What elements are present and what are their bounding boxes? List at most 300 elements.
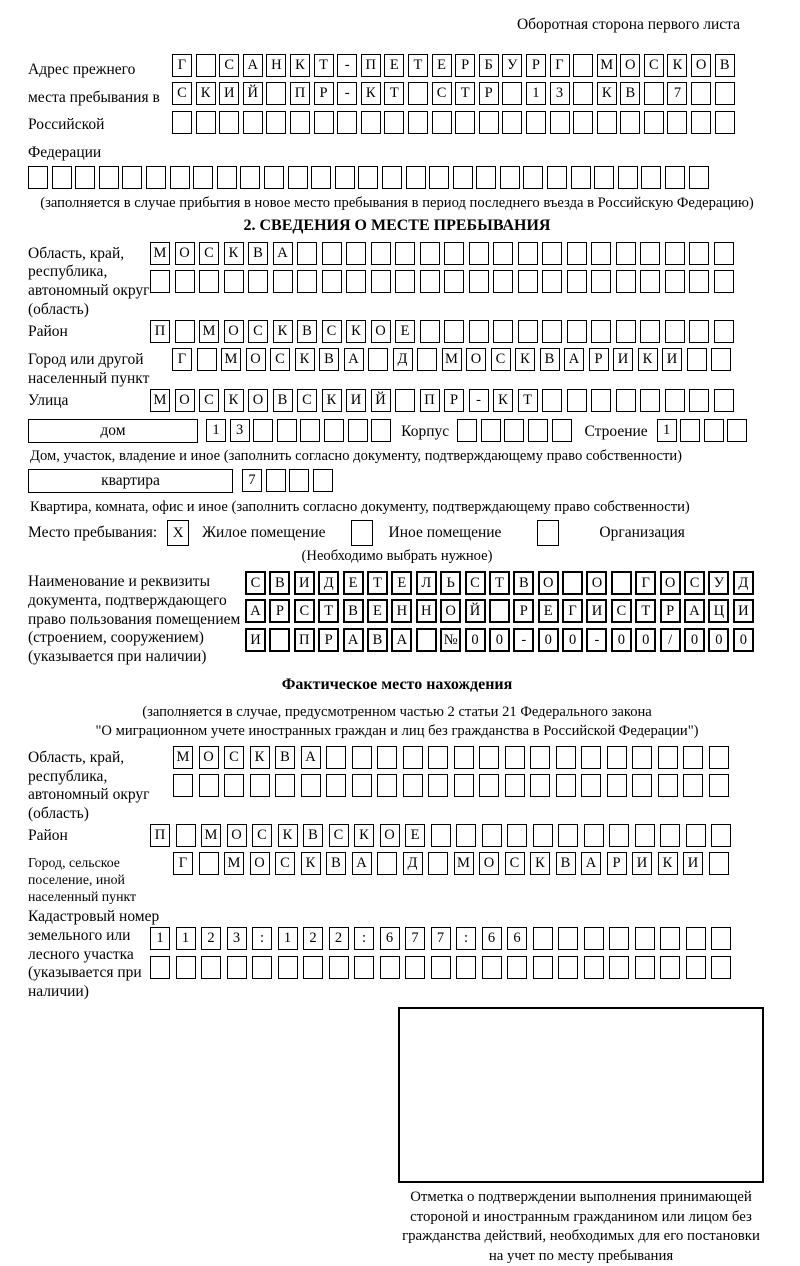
- char-box[interactable]: 0: [733, 628, 754, 652]
- char-box[interactable]: [616, 320, 636, 343]
- char-box[interactable]: Д: [318, 571, 339, 595]
- char-box[interactable]: [609, 927, 629, 950]
- char-box[interactable]: [380, 956, 400, 979]
- char-box[interactable]: [704, 419, 724, 442]
- prev-address-row-1[interactable]: [172, 54, 735, 79]
- char-box[interactable]: [687, 348, 707, 371]
- char-box[interactable]: Т: [408, 54, 428, 77]
- char-box[interactable]: [665, 270, 685, 293]
- char-box[interactable]: А: [243, 54, 263, 77]
- char-box[interactable]: Е: [405, 824, 425, 847]
- char-box[interactable]: 0: [611, 628, 632, 652]
- char-box[interactable]: Т: [518, 389, 538, 412]
- prev-address-row-4[interactable]: [28, 166, 766, 191]
- char-box[interactable]: К: [515, 348, 535, 371]
- char-box[interactable]: Р: [455, 54, 475, 77]
- char-box[interactable]: [550, 111, 570, 134]
- char-box[interactable]: [352, 774, 372, 797]
- char-box[interactable]: [311, 166, 331, 189]
- char-box[interactable]: :: [354, 927, 374, 950]
- char-box[interactable]: [322, 270, 342, 293]
- char-box[interactable]: [644, 82, 664, 105]
- char-box[interactable]: [199, 270, 219, 293]
- char-box[interactable]: [530, 774, 550, 797]
- char-box[interactable]: [431, 956, 451, 979]
- char-box[interactable]: О: [224, 320, 244, 343]
- char-box[interactable]: [382, 166, 402, 189]
- char-box[interactable]: [667, 111, 687, 134]
- char-box[interactable]: [469, 320, 489, 343]
- char-box[interactable]: 7: [431, 927, 451, 950]
- char-box[interactable]: [444, 242, 464, 265]
- char-box[interactable]: [313, 469, 333, 492]
- char-box[interactable]: К: [354, 824, 374, 847]
- char-box[interactable]: [530, 746, 550, 769]
- al-district-boxes[interactable]: [150, 824, 731, 849]
- char-box[interactable]: [288, 166, 308, 189]
- char-box[interactable]: [714, 270, 734, 293]
- char-box[interactable]: [523, 166, 543, 189]
- char-box[interactable]: А: [581, 852, 601, 875]
- char-box[interactable]: [196, 54, 216, 77]
- char-box[interactable]: Й: [371, 389, 391, 412]
- char-box[interactable]: С: [684, 571, 705, 595]
- city-boxes[interactable]: [172, 348, 731, 373]
- char-box[interactable]: М: [442, 348, 462, 371]
- char-box[interactable]: -: [337, 54, 357, 77]
- char-box[interactable]: В: [297, 320, 317, 343]
- char-box[interactable]: [571, 166, 591, 189]
- char-box[interactable]: 1: [278, 927, 298, 950]
- char-box[interactable]: Р: [444, 389, 464, 412]
- char-box[interactable]: Г: [635, 571, 656, 595]
- char-box[interactable]: О: [660, 571, 681, 595]
- char-box[interactable]: /: [660, 628, 681, 652]
- char-box[interactable]: [431, 824, 451, 847]
- char-box[interactable]: [75, 166, 95, 189]
- char-box[interactable]: С: [252, 824, 272, 847]
- char-box[interactable]: [196, 111, 216, 134]
- char-box[interactable]: [227, 956, 247, 979]
- char-box[interactable]: Е: [538, 599, 559, 623]
- char-box[interactable]: [567, 320, 587, 343]
- char-box[interactable]: Р: [269, 599, 290, 623]
- char-box[interactable]: [289, 469, 309, 492]
- char-box[interactable]: М: [221, 348, 241, 371]
- char-box[interactable]: [170, 166, 190, 189]
- char-box[interactable]: Г: [173, 852, 193, 875]
- char-box[interactable]: [556, 774, 576, 797]
- char-box[interactable]: [406, 166, 426, 189]
- char-box[interactable]: М: [454, 852, 474, 875]
- char-box[interactable]: К: [638, 348, 658, 371]
- char-box[interactable]: С: [505, 852, 525, 875]
- char-box[interactable]: [243, 111, 263, 134]
- char-box[interactable]: А: [273, 242, 293, 265]
- char-box[interactable]: Д: [403, 852, 423, 875]
- char-box[interactable]: У: [502, 54, 522, 77]
- char-box[interactable]: Д: [733, 571, 754, 595]
- char-box[interactable]: Т: [455, 82, 475, 105]
- char-box[interactable]: 0: [538, 628, 559, 652]
- char-box[interactable]: [199, 852, 219, 875]
- char-box[interactable]: [314, 111, 334, 134]
- char-box[interactable]: С: [294, 599, 315, 623]
- char-box[interactable]: Г: [550, 54, 570, 77]
- char-box[interactable]: В: [319, 348, 339, 371]
- char-box[interactable]: Е: [432, 54, 452, 77]
- char-box[interactable]: [384, 111, 404, 134]
- char-box[interactable]: [542, 320, 562, 343]
- char-box[interactable]: [714, 242, 734, 265]
- char-box[interactable]: Г: [562, 599, 583, 623]
- char-box[interactable]: [727, 419, 747, 442]
- char-box[interactable]: [368, 348, 388, 371]
- char-box[interactable]: И: [219, 82, 239, 105]
- char-box[interactable]: Й: [243, 82, 263, 105]
- char-box[interactable]: 0: [684, 628, 705, 652]
- char-box[interactable]: [518, 320, 538, 343]
- char-box[interactable]: [683, 774, 703, 797]
- char-box[interactable]: [250, 774, 270, 797]
- char-box[interactable]: [337, 111, 357, 134]
- char-box[interactable]: Р: [318, 628, 339, 652]
- char-box[interactable]: П: [361, 54, 381, 77]
- char-box[interactable]: [584, 927, 604, 950]
- char-box[interactable]: В: [269, 571, 290, 595]
- char-box[interactable]: [658, 746, 678, 769]
- char-box[interactable]: [122, 166, 142, 189]
- char-box[interactable]: [150, 956, 170, 979]
- char-box[interactable]: 3: [227, 927, 247, 950]
- char-box[interactable]: К: [278, 824, 298, 847]
- char-box[interactable]: О: [466, 348, 486, 371]
- document-row-1[interactable]: [245, 571, 754, 596]
- char-box[interactable]: [660, 824, 680, 847]
- char-box[interactable]: [322, 242, 342, 265]
- char-box[interactable]: [269, 628, 290, 652]
- char-box[interactable]: О: [380, 824, 400, 847]
- char-box[interactable]: [665, 242, 685, 265]
- char-box[interactable]: [224, 774, 244, 797]
- char-box[interactable]: [300, 419, 320, 442]
- apartment-number-boxes[interactable]: [242, 469, 333, 494]
- char-box[interactable]: [518, 270, 538, 293]
- char-box[interactable]: В: [343, 599, 364, 623]
- checkbox-organization[interactable]: [537, 520, 559, 546]
- char-box[interactable]: [616, 242, 636, 265]
- char-box[interactable]: Н: [266, 54, 286, 77]
- char-box[interactable]: С: [491, 348, 511, 371]
- char-box[interactable]: Р: [607, 852, 627, 875]
- char-box[interactable]: 1: [150, 927, 170, 950]
- char-box[interactable]: М: [201, 824, 221, 847]
- char-box[interactable]: 0: [635, 628, 656, 652]
- char-box[interactable]: П: [294, 628, 315, 652]
- char-box[interactable]: [640, 242, 660, 265]
- char-box[interactable]: [176, 956, 196, 979]
- char-box[interactable]: [689, 242, 709, 265]
- char-box[interactable]: [581, 774, 601, 797]
- char-box[interactable]: Т: [314, 54, 334, 77]
- char-box[interactable]: 1: [657, 419, 677, 442]
- char-box[interactable]: [197, 348, 217, 371]
- char-box[interactable]: И: [683, 852, 703, 875]
- char-box[interactable]: [500, 166, 520, 189]
- char-box[interactable]: А: [245, 599, 266, 623]
- char-box[interactable]: С: [199, 242, 219, 265]
- char-box[interactable]: [609, 824, 629, 847]
- char-box[interactable]: [709, 852, 729, 875]
- char-box[interactable]: П: [420, 389, 440, 412]
- char-box[interactable]: [489, 599, 510, 623]
- char-box[interactable]: [297, 270, 317, 293]
- char-box[interactable]: [371, 419, 391, 442]
- char-box[interactable]: 2: [303, 927, 323, 950]
- char-box[interactable]: А: [684, 599, 705, 623]
- char-box[interactable]: [591, 320, 611, 343]
- char-box[interactable]: -: [513, 628, 534, 652]
- char-box[interactable]: О: [440, 599, 461, 623]
- char-box[interactable]: [641, 166, 661, 189]
- char-box[interactable]: О: [227, 824, 247, 847]
- char-box[interactable]: 0: [465, 628, 486, 652]
- char-box[interactable]: [395, 389, 415, 412]
- char-box[interactable]: В: [620, 82, 640, 105]
- char-box[interactable]: [556, 746, 576, 769]
- char-box[interactable]: П: [150, 320, 170, 343]
- char-box[interactable]: [709, 774, 729, 797]
- char-box[interactable]: И: [586, 599, 607, 623]
- char-box[interactable]: [253, 419, 273, 442]
- char-box[interactable]: О: [250, 852, 270, 875]
- char-box[interactable]: М: [597, 54, 617, 77]
- char-box[interactable]: -: [337, 82, 357, 105]
- char-box[interactable]: В: [715, 54, 735, 77]
- char-box[interactable]: 6: [507, 927, 527, 950]
- char-box[interactable]: [714, 389, 734, 412]
- char-box[interactable]: [597, 111, 617, 134]
- char-box[interactable]: О: [620, 54, 640, 77]
- char-box[interactable]: К: [224, 242, 244, 265]
- char-box[interactable]: [505, 746, 525, 769]
- char-box[interactable]: [715, 82, 735, 105]
- char-box[interactable]: [444, 270, 464, 293]
- char-box[interactable]: [428, 774, 448, 797]
- char-box[interactable]: [665, 166, 685, 189]
- char-box[interactable]: 3: [230, 419, 250, 442]
- region-row-2[interactable]: [150, 270, 734, 295]
- char-box[interactable]: [686, 956, 706, 979]
- char-box[interactable]: [479, 746, 499, 769]
- char-box[interactable]: М: [150, 242, 170, 265]
- char-box[interactable]: [644, 111, 664, 134]
- char-box[interactable]: [52, 166, 72, 189]
- char-box[interactable]: [711, 824, 731, 847]
- char-box[interactable]: [493, 242, 513, 265]
- char-box[interactable]: [691, 82, 711, 105]
- char-box[interactable]: В: [273, 389, 293, 412]
- char-box[interactable]: [457, 419, 477, 442]
- char-box[interactable]: В: [540, 348, 560, 371]
- char-box[interactable]: [219, 111, 239, 134]
- char-box[interactable]: С: [245, 571, 266, 595]
- char-box[interactable]: [505, 774, 525, 797]
- char-box[interactable]: [428, 746, 448, 769]
- char-box[interactable]: Е: [367, 599, 388, 623]
- char-box[interactable]: [481, 419, 501, 442]
- char-box[interactable]: 0: [489, 628, 510, 652]
- char-box[interactable]: И: [632, 852, 652, 875]
- char-box[interactable]: [689, 320, 709, 343]
- char-box[interactable]: Т: [489, 571, 510, 595]
- char-box[interactable]: [266, 111, 286, 134]
- char-box[interactable]: Р: [314, 82, 334, 105]
- char-box[interactable]: [482, 956, 502, 979]
- char-box[interactable]: [371, 242, 391, 265]
- char-box[interactable]: Р: [660, 599, 681, 623]
- char-box[interactable]: [573, 82, 593, 105]
- char-box[interactable]: [352, 746, 372, 769]
- char-box[interactable]: [217, 166, 237, 189]
- char-box[interactable]: Т: [635, 599, 656, 623]
- char-box[interactable]: [635, 824, 655, 847]
- char-box[interactable]: [504, 419, 524, 442]
- char-box[interactable]: [444, 320, 464, 343]
- char-box[interactable]: В: [367, 628, 388, 652]
- char-box[interactable]: [377, 746, 397, 769]
- char-box[interactable]: Й: [465, 599, 486, 623]
- char-box[interactable]: 1: [526, 82, 546, 105]
- char-box[interactable]: Р: [479, 82, 499, 105]
- char-box[interactable]: [640, 270, 660, 293]
- char-box[interactable]: 1: [206, 419, 226, 442]
- char-box[interactable]: [607, 746, 627, 769]
- char-box[interactable]: [533, 956, 553, 979]
- char-box[interactable]: С: [219, 54, 239, 77]
- char-box[interactable]: [278, 956, 298, 979]
- char-box[interactable]: [456, 824, 476, 847]
- stroenie-boxes[interactable]: [657, 419, 748, 444]
- char-box[interactable]: [594, 166, 614, 189]
- char-box[interactable]: [502, 82, 522, 105]
- char-box[interactable]: Ц: [708, 599, 729, 623]
- char-box[interactable]: [469, 270, 489, 293]
- char-box[interactable]: [252, 956, 272, 979]
- char-box[interactable]: №: [440, 628, 461, 652]
- char-box[interactable]: А: [391, 628, 412, 652]
- char-box[interactable]: [584, 824, 604, 847]
- char-box[interactable]: К: [196, 82, 216, 105]
- char-box[interactable]: [408, 111, 428, 134]
- char-box[interactable]: [429, 166, 449, 189]
- char-box[interactable]: 2: [201, 927, 221, 950]
- char-box[interactable]: [173, 774, 193, 797]
- char-box[interactable]: О: [371, 320, 391, 343]
- char-box[interactable]: [567, 270, 587, 293]
- char-box[interactable]: 1: [176, 927, 196, 950]
- char-box[interactable]: К: [322, 389, 342, 412]
- char-box[interactable]: О: [199, 746, 219, 769]
- al-cadastre-row-2[interactable]: [150, 956, 731, 981]
- char-box[interactable]: [403, 746, 423, 769]
- char-box[interactable]: [405, 956, 425, 979]
- char-box[interactable]: А: [352, 852, 372, 875]
- char-box[interactable]: О: [691, 54, 711, 77]
- char-box[interactable]: 0: [708, 628, 729, 652]
- char-box[interactable]: Т: [318, 599, 339, 623]
- char-box[interactable]: [709, 746, 729, 769]
- char-box[interactable]: :: [252, 927, 272, 950]
- char-box[interactable]: [326, 746, 346, 769]
- char-box[interactable]: В: [326, 852, 346, 875]
- char-box[interactable]: [176, 824, 196, 847]
- char-box[interactable]: 6: [482, 927, 502, 950]
- char-box[interactable]: [172, 111, 192, 134]
- char-box[interactable]: [377, 774, 397, 797]
- char-box[interactable]: [329, 956, 349, 979]
- char-box[interactable]: [711, 956, 731, 979]
- char-box[interactable]: [591, 242, 611, 265]
- char-box[interactable]: [420, 242, 440, 265]
- char-box[interactable]: [248, 270, 268, 293]
- char-box[interactable]: [99, 166, 119, 189]
- char-box[interactable]: [507, 956, 527, 979]
- char-box[interactable]: К: [250, 746, 270, 769]
- char-box[interactable]: [616, 389, 636, 412]
- char-box[interactable]: [150, 270, 170, 293]
- char-box[interactable]: П: [150, 824, 170, 847]
- char-box[interactable]: [591, 270, 611, 293]
- char-box[interactable]: В: [275, 746, 295, 769]
- char-box[interactable]: М: [173, 746, 193, 769]
- char-box[interactable]: К: [273, 320, 293, 343]
- char-box[interactable]: 7: [242, 469, 262, 492]
- char-box[interactable]: [714, 320, 734, 343]
- char-box[interactable]: [558, 956, 578, 979]
- char-box[interactable]: 6: [380, 927, 400, 950]
- al-region-row-2[interactable]: [173, 774, 729, 799]
- char-box[interactable]: [660, 927, 680, 950]
- char-box[interactable]: [686, 824, 706, 847]
- char-box[interactable]: -: [469, 389, 489, 412]
- char-box[interactable]: [479, 774, 499, 797]
- char-box[interactable]: П: [290, 82, 310, 105]
- char-box[interactable]: [567, 389, 587, 412]
- char-box[interactable]: А: [564, 348, 584, 371]
- char-box[interactable]: [542, 270, 562, 293]
- char-box[interactable]: [533, 927, 553, 950]
- char-box[interactable]: К: [658, 852, 678, 875]
- char-box[interactable]: [326, 774, 346, 797]
- char-box[interactable]: О: [175, 242, 195, 265]
- document-row-3[interactable]: [245, 628, 754, 653]
- char-box[interactable]: [417, 348, 437, 371]
- char-box[interactable]: [290, 111, 310, 134]
- char-box[interactable]: [346, 270, 366, 293]
- char-box[interactable]: М: [224, 852, 244, 875]
- char-box[interactable]: Г: [172, 54, 192, 77]
- char-box[interactable]: М: [199, 320, 219, 343]
- checkbox-other-premises[interactable]: [351, 520, 373, 546]
- char-box[interactable]: С: [248, 320, 268, 343]
- char-box[interactable]: [573, 111, 593, 134]
- char-box[interactable]: [324, 419, 344, 442]
- char-box[interactable]: И: [245, 628, 266, 652]
- char-box[interactable]: С: [224, 746, 244, 769]
- district-boxes[interactable]: [150, 320, 734, 345]
- char-box[interactable]: [420, 320, 440, 343]
